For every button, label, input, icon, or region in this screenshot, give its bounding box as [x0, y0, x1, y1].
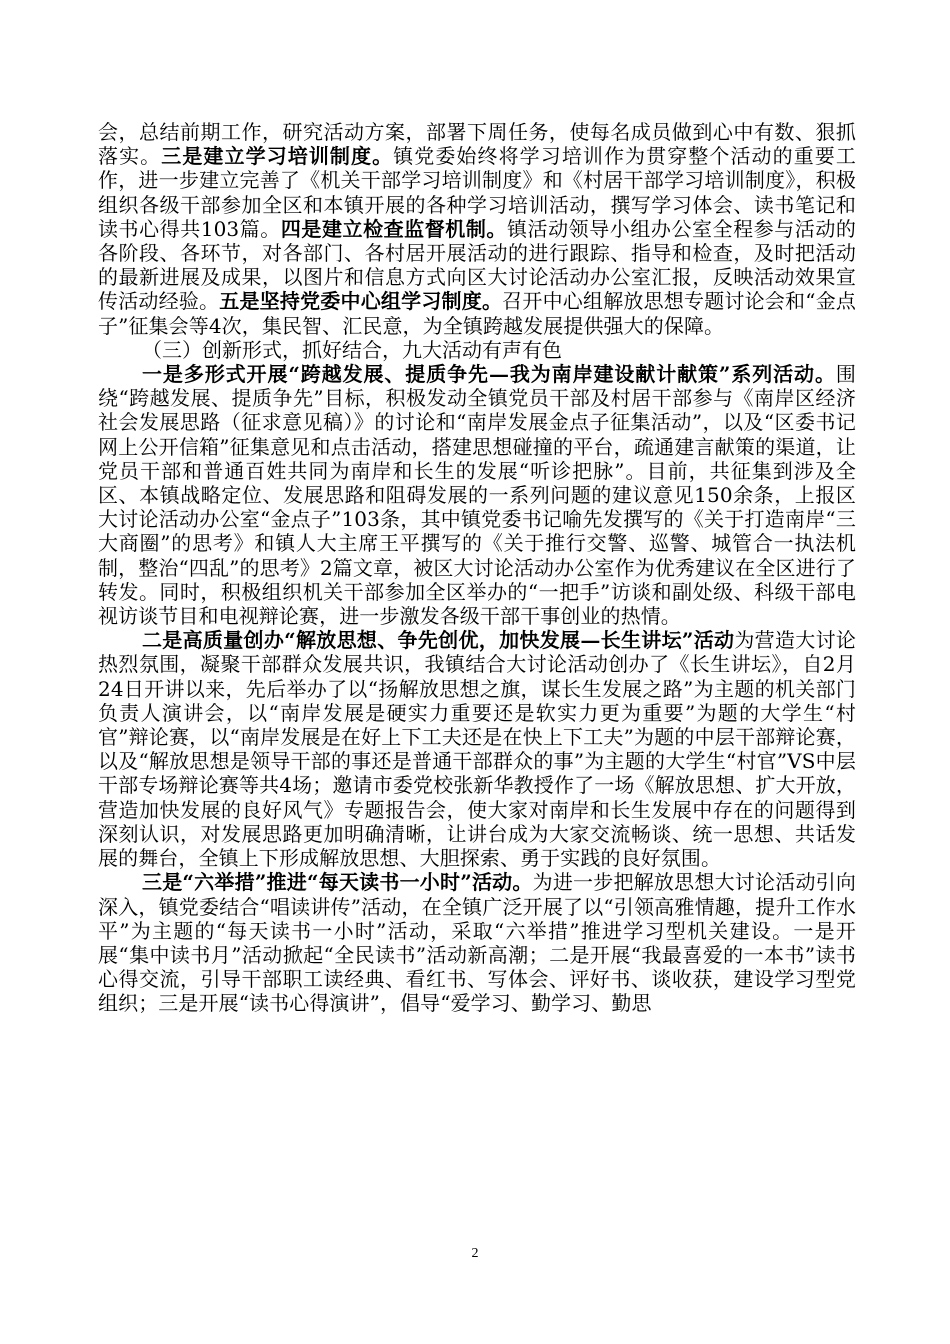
heading-run: 三是“六举措”推进“每天读书一小时”活动。	[142, 870, 533, 895]
heading-run: 二是高质量创办“解放思想、争先创优，加快发展—长生讲坛”活动	[142, 628, 735, 653]
body-text	[98, 120, 856, 1016]
text-run: 镇活动领导小组办公室全程参与活动的各阶段、各环节，对各部门、各村居开展活动的进行跟踪、指导和检查，及时把活动的最新进展及成果，以图片和信息方式向区大讨论活动办公室汇报，反映活动效果宣传活动经验。	[98, 216, 856, 314]
section-heading	[98, 338, 856, 362]
paragraph-activity-two	[98, 628, 856, 870]
heading-run: 四是建立检查监督机制。	[280, 216, 507, 241]
section-heading-text: （三）创新形式，抓好结合，九大活动有声有色	[142, 337, 562, 362]
text-run: 会，总结前期工作，研究活动方案，部署下周任务，使每名成员做到心中有数、狠抓落实。	[98, 120, 856, 169]
text-run: 镇党委始终将学习培训作为贯穿整个活动的重要工作，进一步建立完善了《机关干部学习培训制度》和《村居干部学习培训制度》，积极组织各级干部参加全区和本镇开展的各种学习培训活动，撰写学习体会、读书笔记和读书心得共103篇。	[98, 144, 856, 241]
text-run: 为进一步把解放思想大讨论活动引向深入，镇党委结合“唱读讲传”活动，在全镇广泛开展了以“引领高雅情趣，提升工作水平”为主题的“每天读书一小时”活动，采取“六举措”推进学习型机关建设。一是开展“集中读书月”活动掀起“全民读书”活动新高潮；二是开展“我最喜爱的一本书”读书心得交流，引导干部职工读经典、看红书、写体会、评好书、谈收获，建设学习型党组织；三是开展“读书心得演讲”，倡导“爱学习、勤学习、勤思	[98, 870, 856, 1016]
page-number: 2	[471, 1246, 479, 1261]
heading-run: 五是坚持党委中心组学习制度。	[219, 289, 503, 314]
paragraph-activity-one	[98, 362, 856, 628]
paragraph-activity-three	[98, 870, 856, 1015]
text-run: 围绕“跨越发展、提质争先”目标，积极发动全镇党员干部及村居干部参与《南岸区经济社会发展思路（征求意见稿）》的讨论和“南岸发展金点子征集活动”，以及“区委书记网上公开信箱”征集意见和点击活动，搭建思想碰撞的平台，疏通建言献策的渠道，让党员干部和普通百姓共同为南岸和长生的发展“听诊把脉”。目前，共征集到涉及全区、本镇战略定位、发展思路和阻碍发展的一系列问题的建议意见150余条，上报区大讨论活动办公室“金点子”103条，其中镇党委书记喻先发撰写的《关于打造南岸“三大商圈”的思考》和镇人大主席王平撰写的《关于推行交警、巡警、城管合一执法机制，整治“四乱”的思考》2篇文章，被区大讨论活动办公室作为优秀建议在全区进行了转发。同时，积极组织机关干部参加全区举办的“一把手”访谈和副处级、科级干部电视访谈节目和电视辩论赛，进一步激发各级干部干事创业的热情。	[98, 362, 856, 629]
text-run: 召开中心组解放思想专题讨论会和“金点子”征集会等4次，集民智、汇民意，为全镇跨越发展提供强大的保障。	[98, 289, 856, 338]
text-run: 为营造大讨论热烈氛围，凝聚干部群众发展共识，我镇结合大讨论活动创办了《长生讲坛》，自2月24日开讲以来，先后举办了以“扬解放思想之旗，谋长生发展之路”为主题的机关部门负责人演讲会，以“南岸发展是硬实力重要还是软实力更为重要”为题的大学生“村官”辩论赛，以“南岸发展是在好上下工夫还是在快上下工夫”为题的中层干部辩论赛，以及“解放思想是领导干部的事还是普通干部群众的事”为主题的大学生“村官”VS中层干部专场辩论赛等共4场；邀请市委党校张新华教授作了一场《解放思想、扩大开放，营造加快发展的良好风气》专题报告会，使大家对南岸和长生发展中存在的问题得到深刻认识，对发展思路更加明确清晰，让讲台成为大家交流畅谈、统一思想、共话发展的舞台，全镇上下形成解放思想、大胆探索、勇于实践的良好氛围。	[98, 628, 856, 871]
paragraph-study-systems	[98, 120, 856, 338]
heading-run: 一是多形式开展“跨越发展、提质争先—我为南岸建设献计献策”系列活动。	[142, 362, 836, 387]
heading-run: 三是建立学习培训制度。	[161, 144, 394, 169]
